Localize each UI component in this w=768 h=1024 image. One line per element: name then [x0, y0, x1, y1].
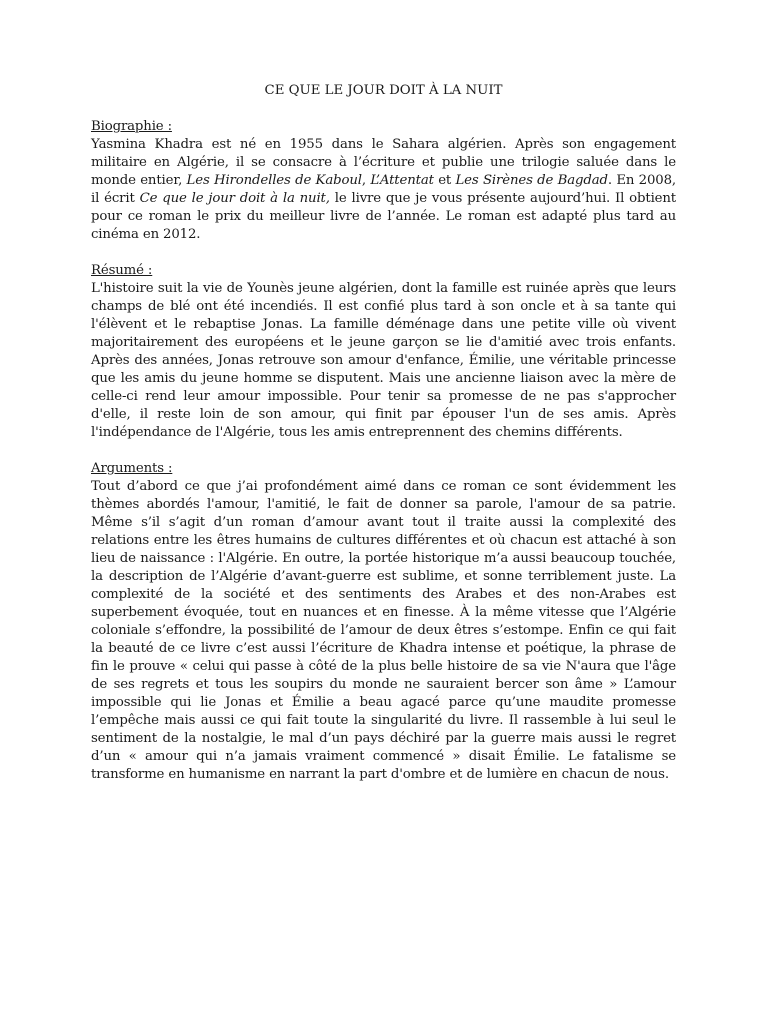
biographie-separator-2: et [433, 173, 456, 188]
arguments-heading: Arguments : [91, 461, 173, 476]
arguments-paragraph: Tout d’abord ce que j’ai profondément aimé dans ce roman ce sont évidemment les thèmes abordés l'amour, l'amitié, le fait de donner sa parole, l'amour de sa patrie. Même s’il s’agit d’un roman d’amour avant tout il traite aussi la complexité des relations entre les êtres humains de cultures différentes et où chacun est attaché à son lieu de naissance : l'Algérie. En outre, la portée historique m’a aussi beaucoup touchée, la description de l’Algérie d’avant-guerre est sublime, et sonne terriblement juste. La complexité de la société et des sentiments des Arabes et des non-Arabes est superbement évoquée, tout en nuances et en finesse. À la même vitesse que l’Algérie coloniale s’effondre, la possibilité de l’amour de deux êtres s’estompe. Enfin ce qui fait la beauté de ce livre c’est aussi l’écriture de Khadra intense et poétique, la phrase de fin le prouve « celui qui passe à côté de la plus belle histoire de sa vie N'aura que l'âge de ses regrets et tous les soupirs du monde ne sauraient bercer son âme » L’amour impossible qui lie Jonas et Émilie a beau agacé parce qu’une maudite promesse l’empêche mais aussi ce qui fait toute la singularité du livre. Il rassemble à lui seul le sentiment de la nostalgie, le mal d’un pays déchiré par la guerre mais aussi le regret d’un « amour qui n’a jamais vraiment commencé » disait Émilie. Le fatalisme se transforme en humanisme en narrant la part d'ombre et de lumière en chacun de nous. [91, 479, 676, 782]
book-title-sirenes: Les Sirènes de Bagdad [455, 173, 608, 188]
biographie-separator-1: , [361, 173, 371, 188]
book-title-ce-que-le-jour: Ce que le jour doit à la nuit, [139, 191, 330, 206]
biographie-text-1: Yasmina Khadra est né en 1955 dans le Sahara algérien. Après son engagement militaire en Algérie, il se consacre à l’écriture et publie une trilogie saluée dans le monde entier, [91, 137, 676, 188]
book-title-attentat: L’Attentat [370, 173, 434, 188]
biographie-paragraph [91, 136, 676, 244]
document-body [91, 82, 676, 802]
book-title-hirondelles: Les Hirondelles de Kaboul [186, 173, 362, 188]
resume-paragraph: L'histoire suit la vie de Younès jeune algérien, dont la famille est ruinée après que leurs champs de blé ont été incendiés. Il est confié plus tard à son oncle et à sa tante qui l'élèvent et le rebaptise Jonas. La famille déménage dans une petite ville où vivent majoritairement des européens et le jeune garçon se lie d'amitié avec trois enfants. Après des années, Jonas retrouve son amour d'enfance, Émilie, une véritable princesse que les amis du jeune homme se disputent. Mais une ancienne liaison avec la mère de celle-ci rend leur amour impossible. Pour tenir sa promesse de ne pas s'approcher d'elle, il reste loin de son amour, qui finit par épouser l'un de ses amis. Après l'indépendance de l'Algérie, tous les amis entreprennent des chemins différents. [91, 281, 676, 440]
biographie-text-3: le livre que je vous présente aujourd’hui. Il obtient pour ce roman le prix du meilleur livre de l’année. Le roman est adapté plus tard au cinéma en 2012. [91, 191, 676, 242]
document-title: CE QUE LE JOUR DOIT À LA NUIT [264, 83, 503, 98]
biographie-text-2: . En 2008, il écrit [91, 173, 676, 206]
biographie-heading: Biographie : [91, 119, 172, 134]
resume-heading: Résumé : [91, 263, 153, 278]
